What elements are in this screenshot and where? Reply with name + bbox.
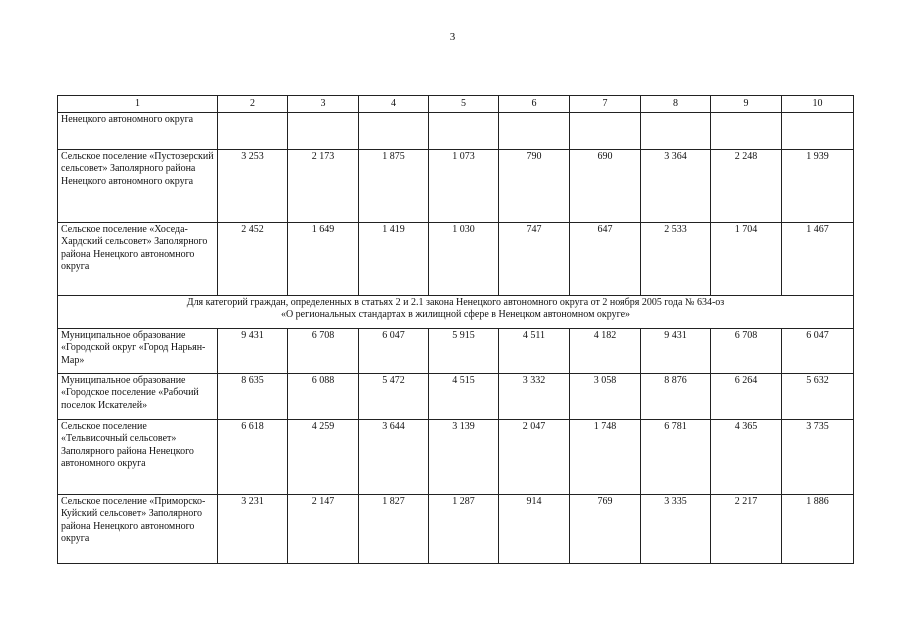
- value-cell: 6 708: [711, 329, 782, 374]
- value-cell: 1 827: [359, 495, 429, 564]
- value-cell: [359, 113, 429, 150]
- value-cell: 4 365: [711, 420, 782, 495]
- value-cell: 769: [570, 495, 641, 564]
- table-row: [58, 329, 854, 374]
- value-cell: 6 047: [359, 329, 429, 374]
- value-cell: 3 231: [218, 495, 288, 564]
- value-cell: 1 748: [570, 420, 641, 495]
- header-cell: 2: [218, 96, 288, 113]
- header-cell: 8: [641, 96, 711, 113]
- table-row: [58, 150, 854, 223]
- section-line-2: «О региональных стандартах в жилищной сфере в Ненецком автономном округе»: [280, 309, 631, 321]
- value-cell: 1 073: [429, 150, 499, 223]
- value-cell: 3 735: [782, 420, 854, 495]
- value-cell: 1 939: [782, 150, 854, 223]
- value-cell: [641, 113, 711, 150]
- municipality-name: Муниципальное образование «Городской округ «Город Нарьян-Мар»: [58, 329, 218, 374]
- value-cell: 1 030: [429, 223, 499, 296]
- table-row: [58, 495, 854, 564]
- value-cell: 3 335: [641, 495, 711, 564]
- value-cell: 747: [499, 223, 570, 296]
- header-cell: 10: [782, 96, 854, 113]
- value-cell: 1 649: [288, 223, 359, 296]
- value-cell: 690: [570, 150, 641, 223]
- municipality-name: Ненецкого автономного округа: [58, 113, 218, 150]
- value-cell: 4 182: [570, 329, 641, 374]
- municipality-name: Сельское поселение «Пустозерский сельсовет» Заполярного района Ненецкого автономного округа: [58, 150, 218, 223]
- value-cell: 6 618: [218, 420, 288, 495]
- table-row: [58, 420, 854, 495]
- municipality-name: Муниципальное образование «Городское поселение «Рабочий поселок Искателей»: [58, 374, 218, 420]
- header-cell: 7: [570, 96, 641, 113]
- value-cell: 2 173: [288, 150, 359, 223]
- value-cell: 2 533: [641, 223, 711, 296]
- value-cell: [782, 113, 854, 150]
- value-cell: 2 248: [711, 150, 782, 223]
- header-cell: 4: [359, 96, 429, 113]
- data-table: [57, 95, 854, 564]
- municipality-name: Сельское поселение «Тельвисочный сельсовет» Заполярного района Ненецкого автономного округа: [58, 420, 218, 495]
- value-cell: 647: [570, 223, 641, 296]
- header-cell: 6: [499, 96, 570, 113]
- value-cell: 2 147: [288, 495, 359, 564]
- header-cell: 1: [58, 96, 218, 113]
- value-cell: 8 635: [218, 374, 288, 420]
- value-cell: 3 364: [641, 150, 711, 223]
- table-row: [58, 223, 854, 296]
- value-cell: 4 259: [288, 420, 359, 495]
- value-cell: 2 047: [499, 420, 570, 495]
- table-row: [58, 374, 854, 420]
- header-cell: 3: [288, 96, 359, 113]
- value-cell: 5 632: [782, 374, 854, 420]
- municipality-name: Сельское поселение «Хоседа-Хардский сельсовет» Заполярного района Ненецкого автономного округа: [58, 223, 218, 296]
- municipality-name: Сельское поселение «Приморско-Куйский сельсовет» Заполярного района Ненецкого автономного округа: [58, 495, 218, 564]
- value-cell: 3 058: [570, 374, 641, 420]
- section-header: [58, 296, 854, 329]
- value-cell: 6 781: [641, 420, 711, 495]
- value-cell: 2 217: [711, 495, 782, 564]
- header-row: [58, 96, 854, 113]
- value-cell: [288, 113, 359, 150]
- value-cell: 9 431: [218, 329, 288, 374]
- table-row: [58, 113, 854, 150]
- value-cell: 5 915: [429, 329, 499, 374]
- value-cell: 6 708: [288, 329, 359, 374]
- section-row: [58, 296, 854, 329]
- section-line-1: Для категорий граждан, определенных в статьях 2 и 2.1 закона Ненецкого автономного округа от 2 ноября 2005 года № 634-оз: [186, 297, 725, 308]
- value-cell: 3 332: [499, 374, 570, 420]
- value-cell: 1 419: [359, 223, 429, 296]
- value-cell: 6 047: [782, 329, 854, 374]
- header-cell: 5: [429, 96, 499, 113]
- value-cell: 3 253: [218, 150, 288, 223]
- value-cell: [711, 113, 782, 150]
- value-cell: 914: [499, 495, 570, 564]
- value-cell: [570, 113, 641, 150]
- value-cell: 4 511: [499, 329, 570, 374]
- value-cell: 1 704: [711, 223, 782, 296]
- value-cell: 2 452: [218, 223, 288, 296]
- value-cell: 6 088: [288, 374, 359, 420]
- header-cell: 9: [711, 96, 782, 113]
- value-cell: 3 644: [359, 420, 429, 495]
- value-cell: 1 886: [782, 495, 854, 564]
- value-cell: 8 876: [641, 374, 711, 420]
- value-cell: 5 472: [359, 374, 429, 420]
- value-cell: 1 287: [429, 495, 499, 564]
- value-cell: [499, 113, 570, 150]
- page-number: 3: [449, 31, 456, 43]
- value-cell: 1 467: [782, 223, 854, 296]
- value-cell: [218, 113, 288, 150]
- value-cell: 4 515: [429, 374, 499, 420]
- value-cell: 9 431: [641, 329, 711, 374]
- value-cell: 1 875: [359, 150, 429, 223]
- value-cell: 6 264: [711, 374, 782, 420]
- value-cell: 790: [499, 150, 570, 223]
- value-cell: [429, 113, 499, 150]
- value-cell: 3 139: [429, 420, 499, 495]
